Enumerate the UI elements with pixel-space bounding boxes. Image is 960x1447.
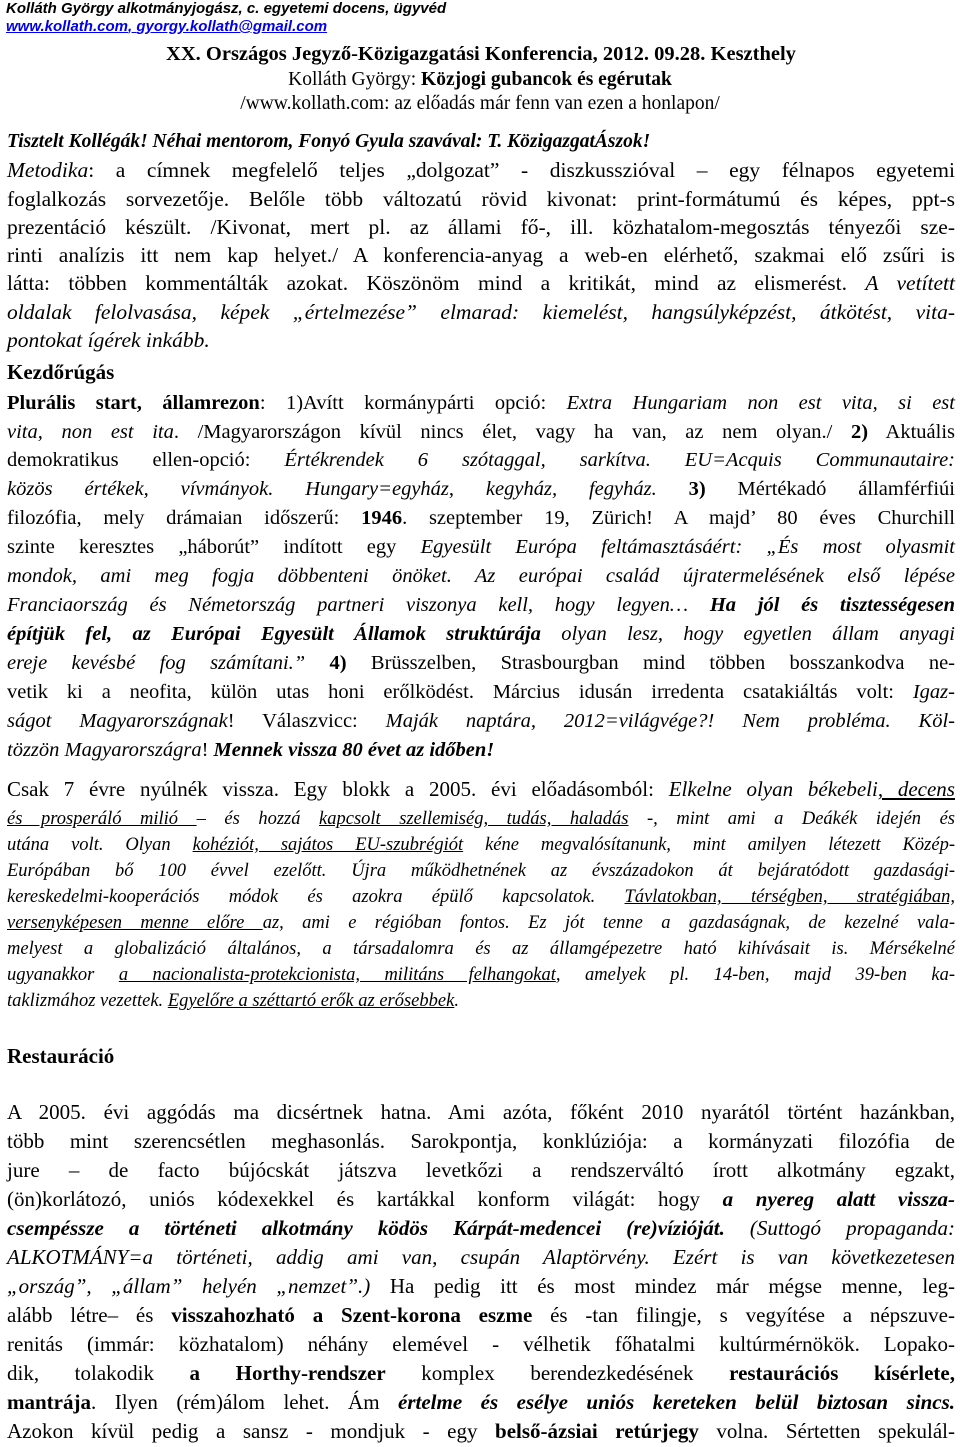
kezdorugas-line — [7, 678, 955, 706]
kezdorugas-line — [7, 475, 955, 503]
restauracio-line — [7, 1214, 955, 1242]
restauracio-line — [7, 1272, 955, 1300]
text-run: taklizmához vezettek. — [7, 991, 168, 1011]
text-run: – és hozzá — [196, 809, 320, 829]
section-heading-kezdorugas: Kezdőrúgás — [7, 360, 115, 384]
text-run: mantrája — [7, 1390, 91, 1414]
conference-title: XX. Országos Jegyző-Közigazgatási Konferencia, 2012. 09.28. Keszthely — [166, 43, 796, 65]
text-run: Egyesült Európa feltámasztásáért — [420, 536, 736, 558]
links-separator: , — [127, 18, 137, 35]
website-link[interactable]: www.kollath.com — [6, 18, 128, 35]
text-run: Igaz- — [912, 681, 955, 703]
text-run: Kolláth György: — [288, 69, 422, 90]
text-run: : a címnek megfelelő teljes „dolgozat” - diszkusszióval – egy félnapos egyetemi — [88, 158, 955, 182]
text-run: és prosperáló milió — [7, 809, 197, 829]
text-run: . /Magyarországon kívül nincs élet, vagy ha van, az nem olyan./ — [173, 421, 851, 443]
text-run: , decens — [877, 777, 955, 801]
section-heading-restauracio: Restauráció — [7, 1044, 115, 1068]
kezdorugas-line — [7, 736, 955, 764]
text-run: kohéziót, sajátos EU-szubrégiót — [192, 835, 464, 855]
text-run: Maják naptára, 2012=világvége?! Nem probléma. Köl- — [385, 710, 955, 732]
author-line: Kolláth György alkotmányjogász, c. egyetemi docens, ügyvéd — [6, 0, 447, 17]
blokk-line: melyest a globalizáció általános, a társadalomra és az államgépezetre ható kihívásait is. Mérsékelné — [7, 939, 955, 959]
text-run: Metodika — [7, 158, 89, 182]
text-run: kereskedelmi-kooperációs módok és azokra épülő kapcsolatok. — [7, 887, 625, 907]
text-run: Mennek vissza 80 évet az időben! — [213, 739, 495, 761]
contact-links — [6, 18, 327, 35]
text-run: ! Válaszvicc: — [227, 710, 386, 732]
text-run: építjük fel, az Európai Egyesült Államok struktúrája — [7, 623, 541, 645]
text-run: látta: többen kommentálták azokat. Köszönöm mind a kritikát, mind az elismerést. — [7, 271, 866, 295]
kezdorugas-line — [7, 389, 955, 417]
text-run: ! — [201, 739, 214, 761]
intro-line: foglalkozás sorvezetője. Belőle több változatú rövid kivonat: print-formátumú és képes, ppt-s — [7, 187, 955, 211]
intro-line — [7, 269, 955, 297]
restauracio-line: több mint szerencsétlen meghasonlás. Sarokpontja, konklúziója: a kormányzati filozófia de — [7, 1129, 955, 1153]
text-run: a nyereg alatt vissza- — [722, 1187, 955, 1211]
restauracio-line: renitás (immár: közhatalom) néhány elemével - vélhetik főhatalmi kultúrmérnökök. Lopako- — [7, 1332, 955, 1356]
text-run: volna. Sértetten spekulál- — [698, 1419, 955, 1443]
text-run: az, ami e régióban fontos. Ez jót tenne a gazdaságnak, de kezelné vala- — [262, 913, 955, 933]
text-run: demokratikus ellen-opció: — [7, 449, 285, 471]
text-run: -, mint ami a Deákék idején és — [628, 809, 956, 829]
blokk-line — [7, 884, 955, 910]
text-run: ugyanakkor — [7, 965, 119, 985]
kezdorugas-line — [7, 620, 955, 648]
intro-line: prezentáció készült. /Kivonat, mert pl. az állami fő-, ill. közhatalom-megosztás tényezői sze- — [7, 215, 955, 239]
kezdorugas-line: mondok, ami meg fogja döbbenteni önöket. Az európai család újratermelésének első lépése — [7, 565, 955, 587]
text-run: Értékrendek 6 szótaggal, sarkítva. EU=Acquis Communautaire: — [284, 449, 955, 471]
text-run: vita, non est ita — [7, 421, 174, 443]
text-run: kéne megvalósítanunk, mint amilyen létezett Közép- — [463, 835, 955, 855]
intro-line: rinti analízis itt nem kap helyet./ A konferencia-anyag a web-en elérhető, szakmai elő zsűri is — [7, 243, 955, 267]
text-run: 4) — [329, 652, 347, 674]
text-run: . Ilyen (rém)álom lehet. Ám — [90, 1390, 399, 1414]
text-run: Franciaország és Németország partneri viszonya kell, hogy legyen… — [7, 594, 710, 616]
text-run: visszahozható a Szent-korona eszme — [171, 1303, 533, 1327]
text-run: Távlatokban, térségben, stratégiában, — [624, 887, 955, 907]
text-run: és -tan filingje, s vegyítése a népszuve- — [532, 1303, 955, 1327]
kezdorugas-line — [7, 504, 955, 532]
text-run: . szeptember 19, Zürich! A majd’ 80 éves Churchill — [402, 507, 955, 529]
restauracio-line — [7, 1359, 955, 1387]
restauracio-line — [7, 1417, 955, 1445]
text-run: közös értékek, vívmányok. Hungary=egyház, kegyház, fegyház. — [7, 478, 689, 500]
text-run: 3) — [688, 478, 706, 500]
intro-line — [7, 156, 955, 184]
kezdorugas-line — [7, 649, 955, 677]
intro-line: pontokat ígérek inkább. — [7, 328, 210, 352]
restauracio-line — [7, 1301, 955, 1329]
text-run: , amelyek pl. 14-ben, majd 39-ben ka- — [555, 965, 955, 985]
text-run: a Horthy-rendszer — [189, 1361, 386, 1385]
blokk-line — [7, 962, 955, 988]
text-run: Közjogi gubancok és egérutak — [421, 69, 672, 90]
text-run: a nacionalista-protekcionista, militáns felhangokat — [118, 965, 556, 985]
text-run: Plurális start, államrezon — [7, 392, 260, 414]
greeting: Tisztelt Kollégák! Néhai mentorom, Fonyó Gyula szavával: T. KözigazgatÁszok! — [7, 131, 651, 152]
text-run: olyan lesz, hogy egyetlen állam anyagi — [540, 623, 955, 645]
text-run: belső-ázsiai retúrjegy — [495, 1419, 699, 1443]
text-run: Ha pedig itt és most mindez már mégse menne, leg- — [370, 1274, 955, 1298]
kezdorugas-line — [7, 533, 955, 561]
talk-title — [0, 68, 960, 92]
text-run: Azokon kívül pedig a sansz - mondjuk - egy — [7, 1419, 496, 1443]
kezdorugas-line — [7, 418, 955, 446]
text-run: ságot Magyarországnak — [7, 710, 228, 732]
email-link[interactable]: gyorgy.kollath@gmail.com — [136, 18, 328, 35]
restauracio-line — [7, 1388, 955, 1416]
text-run: csempéssze a történeti alkotmány ködös Kárpát-medencei (re)vízióját. — [7, 1216, 725, 1240]
text-run: Egyelőre a széttartó erők az erősebbek — [167, 991, 455, 1011]
kezdorugas-line — [7, 707, 955, 735]
text-run: alább létre– és — [7, 1303, 172, 1327]
text-run: Ha jól és tisztességesen — [709, 594, 956, 616]
text-run: filozófia, mely drámaian időszerű: — [7, 507, 362, 529]
text-run: Aktuális — [868, 421, 956, 443]
blokk-line — [7, 910, 955, 936]
restauracio-line: jure – de facto bújócskát játszva levetkőzi a rendszerváltó írott alkotmány egzakt, — [7, 1158, 955, 1182]
text-run: Brüsszelben, Strasbourgban mind többen bosszankodva ne- — [346, 652, 956, 674]
text-run: vetik ki a neofita, külön utas honi erőlködést. Március idusán irredenta csatakiáltás volt: — [7, 681, 913, 703]
text-run: Elkelne olyan békebeli — [668, 777, 878, 801]
text-run: tözzön Magyarországra — [7, 739, 202, 761]
blokk-line — [7, 806, 955, 832]
kezdorugas-line — [7, 591, 955, 619]
text-run: utána volt. Olyan — [7, 835, 193, 855]
blokk-line — [7, 832, 955, 858]
text-run: komplex berendezkedésének — [385, 1361, 730, 1385]
text-run: dik, tolakodik — [7, 1361, 190, 1385]
text-run: (Suttogó propaganda: — [724, 1216, 955, 1240]
text-run: Extra Hungariam non est vita, si est — [566, 392, 955, 414]
text-run: versenyképesen menne előre — [7, 913, 263, 933]
text-run: kapcsolt szellemiség, tudás, haladás — [319, 809, 629, 829]
text-run: restaurációs kísérlete, — [729, 1361, 955, 1385]
blokk-line — [7, 775, 955, 803]
text-run: 2) — [850, 421, 869, 443]
text-run: : 1) — [259, 392, 304, 414]
text-run: szinte keresztes „háborút” indított egy — [7, 536, 421, 558]
text-run: A vetített — [865, 271, 955, 295]
restauracio-line: A 2005. évi aggódás ma dicsértnek hatna. Ami azóta, főként 2010 nyarától történt hazánkban, — [7, 1100, 955, 1124]
text-run: Mértékadó államférfiúi — [705, 478, 955, 500]
intro-line: oldalak felolvasása, képek „értelmezése” elmarad: kiemelést, hangsúlyképzést, átkötést, vita- — [7, 300, 955, 324]
restauracio-line: ALKOTMÁNY=a történeti, addig ami van, csupán Alaptörvény. Ezért is van következetesen — [7, 1245, 955, 1269]
website-note: /www.kollath.com: az előadás már fenn van ezen a honlapon/ — [240, 93, 720, 114]
blokk-line: Európában bő 100 évvel ezelőtt. Újra működhetnének az évszázadokon át bejáratódott gazdasági- — [7, 861, 955, 881]
blokk-line — [7, 988, 955, 1014]
text-run: „ország”, „állam” helyén „nemzet”.) — [7, 1274, 371, 1298]
restauracio-line — [7, 1185, 955, 1213]
text-run: 1946 — [361, 507, 403, 529]
kezdorugas-line — [7, 446, 955, 474]
text-run: . — [454, 991, 459, 1011]
text-run: Avítt kormánypárti opció: — [303, 392, 567, 414]
text-run: Csak 7 évre nyúlnék vissza. Egy blokk a 2005. évi előadásomból: — [7, 777, 669, 801]
text-run: : „És most olyasmit — [735, 536, 955, 558]
text-run: értelme és esélye uniós kereteken belül biztosan sincs. — [398, 1390, 956, 1414]
text-run: ereje kevésbé fog számítani.” — [7, 652, 330, 674]
text-run: (ön)korlátozó, uniós kódexekkel és kartákkal konform világát: hogy — [7, 1187, 723, 1211]
